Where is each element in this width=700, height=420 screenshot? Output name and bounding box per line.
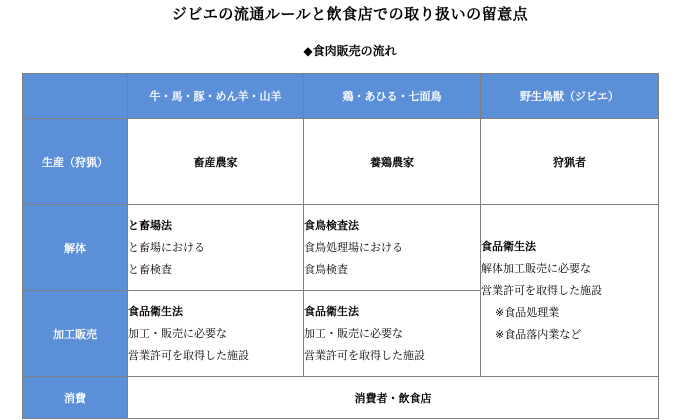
column-header-wild-game: 野生鳥獣（ジビエ）: [481, 74, 659, 119]
section-subtitle: ◆食肉販売の流れ: [303, 44, 397, 58]
detail-line: 営業許可を取得した施設: [304, 348, 425, 362]
cell-production-wild: 狩猟者: [481, 119, 659, 205]
row-consumption: [23, 377, 659, 419]
cell-processing-livestock: [128, 291, 304, 377]
header-corner: [23, 74, 128, 119]
meat-distribution-table: [22, 73, 659, 419]
cell-slaughter-poultry: [304, 205, 481, 291]
detail-line: 営業許可を取得した施設: [128, 348, 249, 362]
detail-line: 食鳥検査: [304, 262, 348, 276]
column-header-poultry: 鶏・あひる・七面鳥: [304, 74, 481, 119]
column-header-livestock: 牛・馬・豚・めん羊・山羊: [128, 74, 304, 119]
cell-production-poultry: 養鶏農家: [304, 119, 481, 205]
detail-line: 営業許可を取得した施設: [481, 283, 602, 297]
cell-slaughter-livestock: [128, 205, 304, 291]
row-label-slaughter: 解体: [23, 205, 128, 291]
law-name: 食品衛生法: [481, 239, 536, 253]
row-label-processing: 加工販売: [23, 291, 128, 377]
page-title: ジビエの流通ルールと飲食店での取り扱いの留意点: [171, 5, 529, 23]
cell-wild-slaughter-processing: [481, 205, 659, 377]
note-line: ※食品処理業: [495, 305, 560, 319]
law-name: 食鳥検査法: [304, 218, 359, 232]
law-name: と畜場法: [128, 218, 172, 232]
row-label-consumption: 消費: [23, 377, 128, 419]
row-slaughter: [23, 205, 659, 291]
law-name: 食品衛生法: [128, 304, 183, 318]
row-label-production: 生産（狩猟）: [23, 119, 128, 205]
cell-production-livestock: 畜産農家: [128, 119, 304, 205]
row-production: [23, 119, 659, 205]
header-row: [23, 74, 659, 119]
law-name: 食品衛生法: [304, 304, 359, 318]
cell-consumption: 消費者・飲食店: [128, 377, 659, 419]
detail-line: 加工・販売に必要な: [304, 326, 403, 340]
detail-line: 食鳥処理場における: [304, 240, 403, 254]
detail-line: と畜場における: [128, 240, 205, 254]
detail-line: と畜検査: [128, 262, 172, 276]
note-line: ※食品落内業など: [495, 327, 582, 341]
cell-processing-poultry: [304, 291, 481, 377]
detail-line: 解体加工販売に必要な: [481, 261, 591, 275]
detail-line: 加工・販売に必要な: [128, 326, 227, 340]
